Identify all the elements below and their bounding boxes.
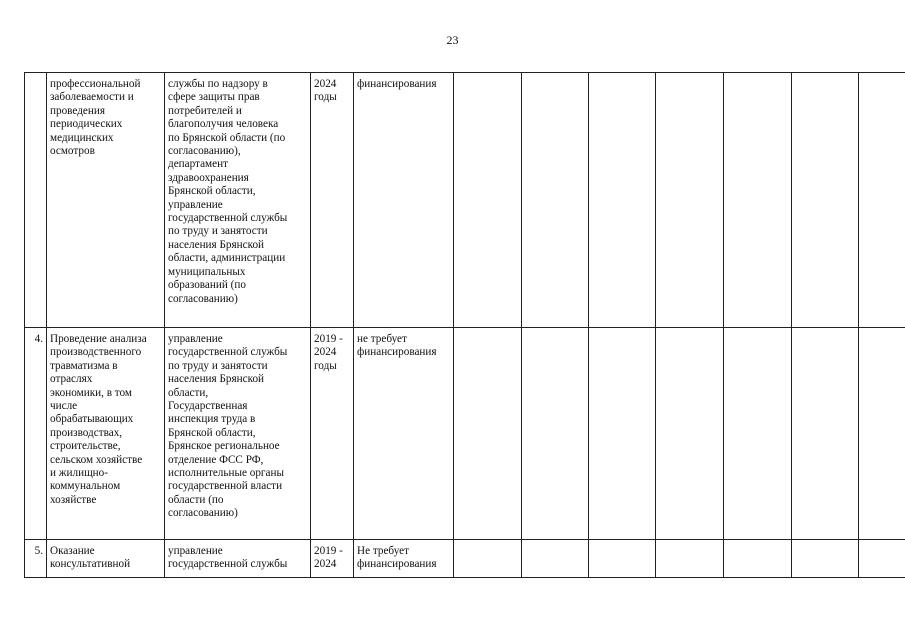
empty-cell xyxy=(589,73,656,328)
event-line: профессиональной xyxy=(50,78,141,90)
row-number-cell xyxy=(25,73,47,328)
table-row xyxy=(25,328,905,540)
executors-cell xyxy=(165,540,311,578)
period-line: 2019 - xyxy=(314,545,343,557)
financing-line: финансирования xyxy=(357,558,437,571)
executors-line: Брянской области, xyxy=(168,426,256,439)
executors-line: благополучия человека xyxy=(168,118,279,131)
executors-line: согласованию) xyxy=(168,507,238,520)
executors-line: здравоохранения xyxy=(168,171,249,184)
empty-cell xyxy=(792,328,859,540)
page-number: 23 xyxy=(446,33,459,47)
empty-cell xyxy=(454,540,522,578)
executors-line: образований (по xyxy=(168,279,246,292)
empty-cell xyxy=(656,540,724,578)
executors-line: области (по xyxy=(168,493,224,506)
executors-line: управление xyxy=(168,333,223,345)
empty-cell xyxy=(454,73,522,328)
event-line: Оказание xyxy=(50,545,95,557)
executors-line: Государственная xyxy=(168,400,248,413)
event-line: числе xyxy=(50,400,78,413)
event-cell xyxy=(47,73,165,328)
empty-cell xyxy=(522,73,589,328)
executors-line: инспекция труда в xyxy=(168,413,256,426)
executors-line: службы по надзору в xyxy=(168,78,268,90)
event-line: производствах, xyxy=(50,426,123,439)
event-line: и жилищно- xyxy=(50,467,108,480)
executors-line: департамент xyxy=(168,158,228,171)
executors-line: государственной службы xyxy=(168,346,288,359)
empty-cell xyxy=(522,540,589,578)
event-line: хозяйстве xyxy=(50,493,97,506)
financing-line: Не требует xyxy=(357,545,409,557)
plan-table xyxy=(24,72,905,578)
executors-line: государственной власти xyxy=(168,480,283,493)
empty-cell xyxy=(454,328,522,540)
executors-line: государственной службы xyxy=(168,558,288,571)
period-cell xyxy=(311,328,354,540)
event-line: проведения xyxy=(50,104,105,117)
executors-line: исполнительные органы xyxy=(168,467,284,480)
executors-line: населения Брянской xyxy=(168,238,265,251)
event-line: периодических xyxy=(50,118,123,131)
financing-line: финансирования xyxy=(357,346,437,359)
event-line: консультативной xyxy=(50,558,131,571)
event-line: заболеваемости и xyxy=(50,91,134,104)
period-line: годы xyxy=(314,91,337,104)
event-line: Проведение анализа xyxy=(50,333,147,345)
event-line: экономики, в том xyxy=(50,386,132,399)
event-line: строительстве, xyxy=(50,440,121,453)
row-number-cell: 5. xyxy=(25,540,47,578)
event-line: производственного xyxy=(50,346,142,359)
executors-line: по Брянской области (по xyxy=(168,131,286,144)
executors-line: по труду и занятости xyxy=(168,359,268,372)
period-line: 2024 xyxy=(314,346,337,359)
empty-cell xyxy=(522,328,589,540)
event-line: отраслях xyxy=(50,373,93,386)
executors-cell xyxy=(165,73,311,328)
period-cell xyxy=(311,540,354,578)
event-line: обрабатывающих xyxy=(50,413,134,426)
executors-line: области, xyxy=(168,386,209,399)
executors-line: потребителей и xyxy=(168,104,242,117)
empty-cell xyxy=(589,328,656,540)
financing-cell xyxy=(354,73,454,328)
executors-cell xyxy=(165,328,311,540)
empty-cell xyxy=(724,73,792,328)
executors-line: отделение ФСС РФ, xyxy=(168,453,264,466)
row-number-cell: 4. xyxy=(25,328,47,540)
event-line: сельском хозяйстве xyxy=(50,453,143,466)
empty-cell xyxy=(724,540,792,578)
executors-line: управление xyxy=(168,545,223,557)
executors-line: Брянское региональное xyxy=(168,440,280,453)
executors-line: по труду и занятости xyxy=(168,225,268,238)
financing-line: не требует xyxy=(357,333,407,345)
event-line: осмотров xyxy=(50,145,95,158)
financing-line: финансирования xyxy=(357,78,437,90)
event-cell xyxy=(47,540,165,578)
empty-cell xyxy=(859,73,905,328)
table-row xyxy=(25,73,905,328)
period-line: 2024 xyxy=(314,78,337,90)
executors-line: государственной службы xyxy=(168,212,288,225)
empty-cell xyxy=(656,328,724,540)
empty-cell xyxy=(656,73,724,328)
empty-cell xyxy=(859,328,905,540)
event-line: коммунальном xyxy=(50,480,121,493)
empty-cell xyxy=(859,540,905,578)
executors-line: согласованию), xyxy=(168,145,241,158)
event-line: травматизма в xyxy=(50,359,118,372)
executors-line: населения Брянской xyxy=(168,373,265,386)
financing-cell xyxy=(354,328,454,540)
executors-line: управление xyxy=(168,198,223,211)
period-line: 2024 xyxy=(314,558,337,571)
event-cell xyxy=(47,328,165,540)
executors-line: области, администрации xyxy=(168,252,286,265)
executors-line: Брянской области, xyxy=(168,185,256,198)
period-line: 2019 - xyxy=(314,333,343,345)
empty-cell xyxy=(792,540,859,578)
empty-cell xyxy=(589,540,656,578)
executors-line: согласованию) xyxy=(168,292,238,305)
executors-line: сфере защиты прав xyxy=(168,91,260,104)
period-line: годы xyxy=(314,359,337,372)
executors-line: муниципальных xyxy=(168,265,246,278)
event-line: медицинских xyxy=(50,131,114,144)
financing-cell xyxy=(354,540,454,578)
period-cell xyxy=(311,73,354,328)
table-row xyxy=(25,540,905,578)
empty-cell xyxy=(792,73,859,328)
empty-cell xyxy=(724,328,792,540)
